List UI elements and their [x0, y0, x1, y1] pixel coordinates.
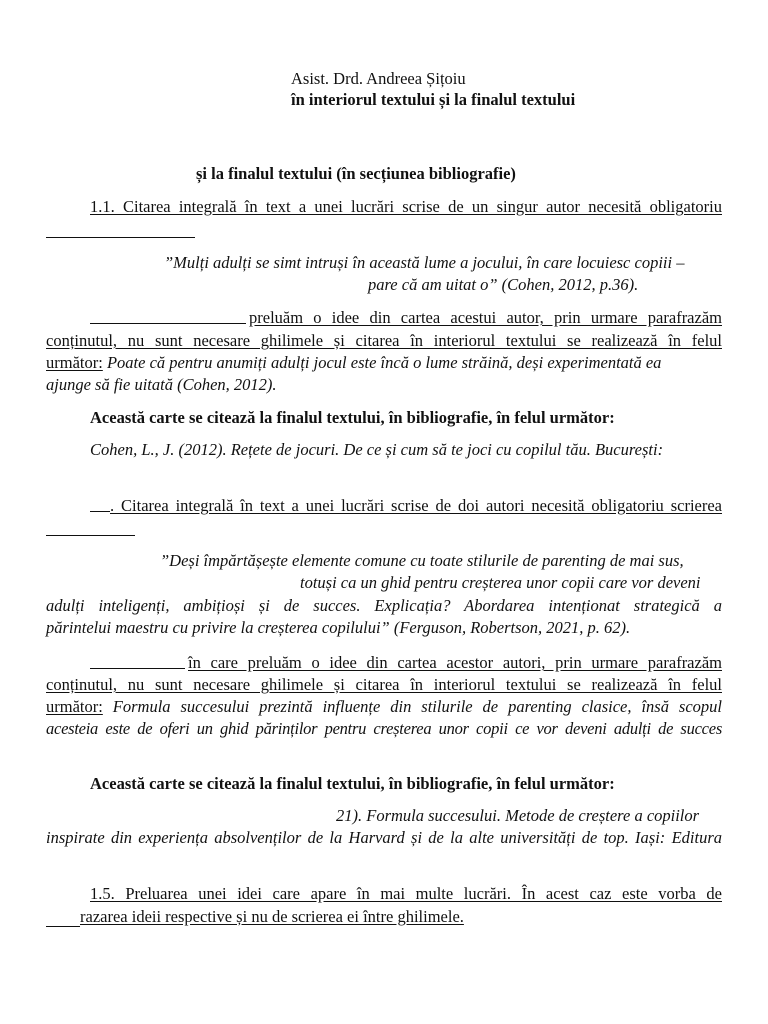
s1-para-line3: [46, 352, 661, 374]
s2-para-line2: conținutul, nu sunt necesare ghilimele și citarea în interiorul textului se realizează în felul: [46, 675, 722, 694]
s1-para-italic: Poate că pentru anumiți adulți jocul este încă o lume străină, deși experimentată ea: [102, 353, 662, 372]
s1-para-line4: ajunge să fie uitată (Cohen, 2012).: [46, 375, 277, 394]
s3-line2: razarea ideii respective și nu de scrierea ei între ghilimele.: [80, 907, 464, 926]
s2-biblio-entry-line2: inspirate din experiența absolvenților de la Harvard și de la alte universități de top. Iași: Editura: [46, 828, 722, 847]
section-heading: și la finalul textului (în secțiunea bibliografie): [196, 164, 516, 183]
s3-intro-line: 1.5. Preluarea unei idei care apare în mai multe lucrări. În acest caz este vorba de: [90, 884, 722, 903]
s2-quote-line3: adulți inteligenți, ambițioși și de succes. Explicația? Abordarea intenționat strategică a: [46, 596, 722, 615]
s1-quote-line1: ”Mulți adulți se simt intruși în această lume a jocului, în care locuiesc copiii –: [164, 253, 685, 272]
s1-biblio-heading: Această carte se citează la finalul textului, în bibliografie, în felul următor:: [90, 408, 615, 427]
s2-para-line3: [46, 696, 722, 718]
s2-biblio-entry-line1: 21). Formula succesului. Metode de creștere a copiilor: [336, 806, 700, 825]
s2-para-label: următor:: [46, 697, 103, 716]
s2-quote-line2: totuși ca un ghid pentru creșterea unor copii care vor deveni: [300, 573, 701, 592]
s1-quote-line2: pare că am uitat o” (Cohen, 2012, p.36).: [368, 275, 639, 294]
s2-para-italic: Formula succesului prezintă influențe din stilurile de parenting clasice, însă scopul: [102, 697, 722, 716]
author-line: Asist. Drd. Andreea Șițoiu: [291, 69, 466, 88]
s2-para-line4: acesteia este de oferi un ghid părinților pentru creșterea unor copii ce vor deveni adulți de succes: [46, 719, 722, 738]
s2-biblio-heading: Această carte se citează la finalul textului, în bibliografie, în felul următor:: [90, 774, 615, 793]
s2-blank-rule-a: [90, 511, 110, 512]
s2-para-blank-rule: [90, 668, 185, 669]
s1-para-line2: conținutul, nu sunt necesare ghilimele și citarea în interiorul textului se realizează în felul: [46, 331, 722, 350]
s2-blank-rule-b: [46, 535, 135, 536]
s2-para-line1: în care preluăm o idee din cartea acestor autori, prin urmare parafrazăm: [188, 653, 722, 672]
subtitle: în interiorul textului și la finalul textului: [291, 90, 576, 109]
s1-blank-rule: [46, 237, 195, 238]
s1-para-line1: preluăm o idee din cartea acestui autor, prin urmare parafrazăm: [249, 308, 722, 327]
s1-intro-line: 1.1. Citarea integrală în text a unei lucrări scrise de un singur autor necesită obligatoriu: [90, 197, 722, 216]
s3-blank-rule: [46, 926, 80, 927]
s2-intro-line: . Citarea integrală în text a unei lucrări scrise de doi autori necesită obligatoriu scrierea: [110, 496, 722, 515]
s2-quote-line4: părintelui maestru cu privire la creșterea copilului” (Ferguson, Robertson, 2021, p. 62).: [46, 618, 631, 637]
s1-biblio-entry: Cohen, L., J. (2012). Rețete de jocuri. De ce și cum să te joci cu copilul tău. București:: [90, 440, 664, 459]
s1-para-label: următor:: [46, 353, 103, 372]
s1-para-blank-rule: [90, 323, 246, 324]
s2-quote-line1: ”Deși împărtășește elemente comune cu toate stilurile de parenting de mai sus,: [160, 551, 684, 570]
